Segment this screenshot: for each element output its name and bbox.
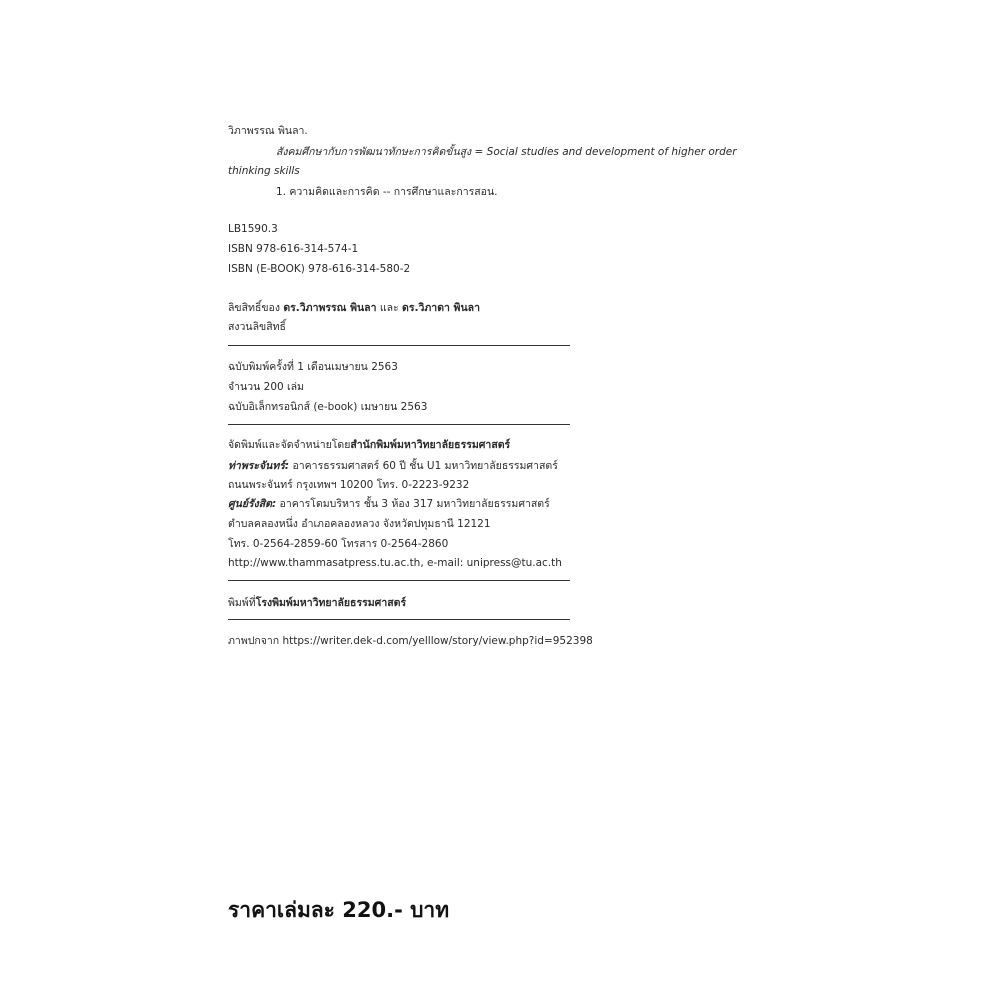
tha-prachan-address-line <box>228 459 558 473</box>
edition-ebook: ฉบับอิเล็กทรอนิกส์ (e-book) เมษายน 2563 <box>228 401 428 413</box>
printer-name: โรงพิมพ์มหาวิทยาลัยธรรมศาสตร์ <box>255 597 407 609</box>
divider <box>228 619 570 620</box>
edition-copies: จำนวน 200 เล่ม <box>228 381 304 393</box>
copyright-owner-line <box>228 301 480 315</box>
rangsit-label: ศูนย์รังสิต: <box>228 498 277 510</box>
tha-prachan-label: ท่าพระจันทร์: <box>228 460 290 472</box>
isbn-ebook: ISBN (E-BOOK) 978-616-314-580-2 <box>228 263 411 275</box>
publisher-prefix: จัดพิมพ์และจัดจำหน่ายโดย <box>228 439 351 451</box>
divider <box>228 424 570 425</box>
copyright-conjunction: และ <box>376 302 403 314</box>
cip-title-continued: thinking skills <box>228 165 300 177</box>
printer-line <box>228 596 406 610</box>
cover-image-credit: ภาพปกจาก https://writer.dek-d.com/yelllow/story/view.php?id=952398 <box>228 635 593 647</box>
tha-prachan-address: อาคารธรรมศาสตร์ 60 ปี ชั้น U1 มหาวิทยาลัยธรรมศาสตร์ <box>289 460 558 472</box>
copyright-owner-1: ดร.วิภาพรรณ พินลา <box>283 302 377 314</box>
isbn: ISBN 978-616-314-574-1 <box>228 243 359 255</box>
rangsit-address: อาคารโดมบริหาร ชั้น 3 ห้อง 317 มหาวิทยาลัยธรรมศาสตร์ <box>276 498 550 510</box>
website-email: http://www.thammasatpress.tu.ac.th, e-mail: unipress@tu.ac.th <box>228 557 562 569</box>
rights-reserved: สงวนลิขสิทธิ์ <box>228 321 286 333</box>
phone-fax: โทร. 0-2564-2859-60 โทรสาร 0-2564-2860 <box>228 538 449 550</box>
rangsit-address-line <box>228 497 550 511</box>
price: ราคาเล่มละ 220.- บาท <box>228 898 450 922</box>
publisher-name: สำนักพิมพ์มหาวิทยาลัยธรรมศาสตร์ <box>350 439 511 451</box>
cip-author: วิภาพรรณ พินลา. <box>228 125 308 137</box>
printer-prefix: พิมพ์ที่ <box>228 597 256 609</box>
copyright-owner-2: ดร.วิภาดา พินลา <box>402 302 480 314</box>
edition-first-print: ฉบับพิมพ์ครั้งที่ 1 เดือนเมษายน 2563 <box>228 361 398 373</box>
rangsit-address-2: ตำบลคลองหนึ่ง อำเภอคลองหลวง จังหวัดปทุมธานี 12121 <box>228 518 491 530</box>
tha-prachan-address-2: ถนนพระจันทร์ กรุงเทพฯ 10200 โทร. 0-2223-9232 <box>228 479 470 491</box>
copyright-prefix: ลิขสิทธิ์ของ <box>228 302 284 314</box>
cip-title: สังคมศึกษากับการพัฒนาทักษะการคิดขั้นสูง = Social studies and development of higher order <box>276 146 737 158</box>
cip-subject: 1. ความคิดและการคิด -- การศึกษาและการสอน. <box>276 186 498 198</box>
publisher-line <box>228 438 510 452</box>
divider <box>228 345 570 346</box>
divider <box>228 580 570 581</box>
call-number: LB1590.3 <box>228 223 278 235</box>
